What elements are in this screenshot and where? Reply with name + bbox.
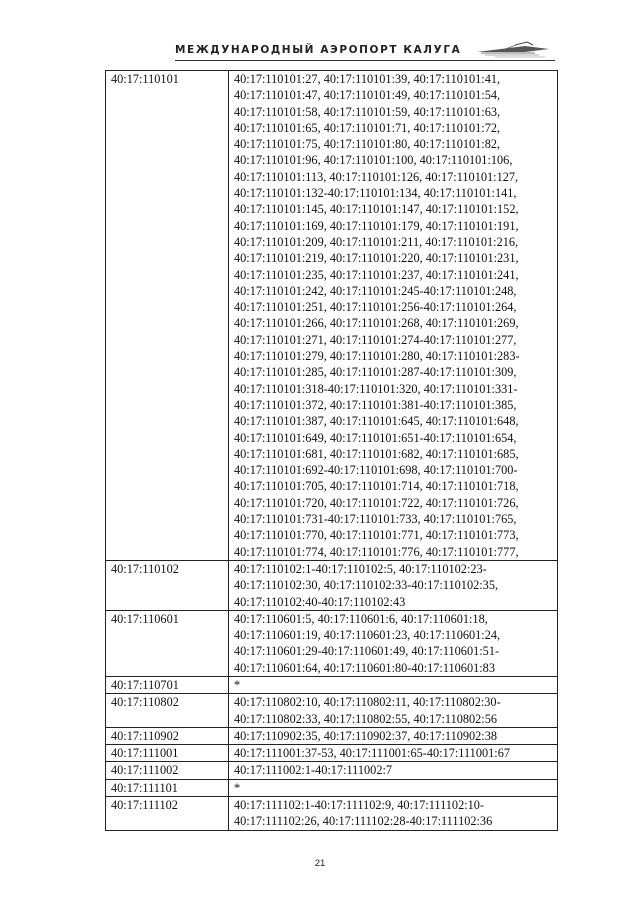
cadastral-table-body <box>106 71 558 831</box>
cadastral-quarter-cell: 40:17:110902 <box>106 727 229 744</box>
parcel-line: 40:17:110101:774, 40:17:110101:776, 40:17:110101:777, <box>234 544 519 559</box>
cadastral-table <box>105 70 558 831</box>
header-title: МЕЖДУНАРОДНЫЙ АЭРОПОРТ КАЛУГА <box>175 44 462 56</box>
cadastral-parcels-cell <box>229 71 558 561</box>
cadastral-parcels-cell <box>229 560 558 610</box>
parcel-line: 40:17:110101:681, 40:17:110101:682, 40:17:110101:685, <box>234 446 519 461</box>
parcel-line: 40:17:110101:113, 40:17:110101:126, 40:17:110101:127, <box>234 169 519 184</box>
parcel-line: 40:17:110102:40-40:17:110102:43 <box>234 594 406 609</box>
cadastral-parcels-cell <box>229 727 558 744</box>
parcel-line: 40:17:110902:35, 40:17:110902:37, 40:17:110902:38 <box>234 728 498 743</box>
cadastral-parcels-cell <box>229 797 558 831</box>
cadastral-parcels-cell <box>229 745 558 762</box>
parcel-line: 40:17:110101:169, 40:17:110101:179, 40:17:110101:191, <box>234 218 519 233</box>
cadastral-quarter-cell: 40:17:111001 <box>106 745 229 762</box>
parcel-line: 40:17:110101:219, 40:17:110101:220, 40:17:110101:231, <box>234 251 519 266</box>
parcel-line: 40:17:110101:235, 40:17:110101:237, 40:17:110101:241, <box>234 267 519 282</box>
parcel-line: 40:17:110802:10, 40:17:110802:11, 40:17:110802:30- <box>234 695 501 710</box>
table-row <box>106 676 558 693</box>
table-row <box>106 610 558 676</box>
parcel-line: 40:17:110101:271, 40:17:110101:274-40:17:110101:277, <box>234 332 517 347</box>
cadastral-quarter-cell: 40:17:110802 <box>106 694 229 728</box>
table-row <box>106 745 558 762</box>
parcel-line: 40:17:110101:387, 40:17:110101:645, 40:17:110101:648, <box>234 414 519 429</box>
cadastral-parcels-cell <box>229 694 558 728</box>
parcel-line: 40:17:110101:209, 40:17:110101:211, 40:17:110101:216, <box>234 234 519 249</box>
parcel-line: 40:17:110101:285, 40:17:110101:287-40:17:110101:309, <box>234 365 517 380</box>
parcel-line: 40:17:110101:242, 40:17:110101:245-40:17:110101:248, <box>234 283 517 298</box>
parcel-line: 40:17:110601:64, 40:17:110601:80-40:17:110601:83 <box>234 660 495 675</box>
parcel-line: 40:17:111002:1-40:17:111002:7 <box>234 763 393 778</box>
parcel-line: 40:17:111001:37-53, 40:17:111001:65-40:17:111001:67 <box>234 746 510 761</box>
parcel-line: * <box>234 780 241 795</box>
parcel-line: 40:17:110101:96, 40:17:110101:100, 40:17:110101:106, <box>234 153 513 168</box>
parcel-line: 40:17:110601:29-40:17:110601:49, 40:17:110601:51- <box>234 644 500 659</box>
parcel-line: 40:17:110802:33, 40:17:110802:55, 40:17:110802:56 <box>234 711 498 726</box>
parcel-line: 40:17:111102:1-40:17:111102:9, 40:17:111102:10- <box>234 798 485 813</box>
table-row <box>106 797 558 831</box>
table-row <box>106 71 558 561</box>
parcel-line: 40:17:110101:145, 40:17:110101:147, 40:17:110101:152, <box>234 202 519 217</box>
cadastral-quarter-cell: 40:17:111002 <box>106 762 229 779</box>
cadastral-quarter-cell: 40:17:111102 <box>106 797 229 831</box>
parcel-line: 40:17:110101:279, 40:17:110101:280, 40:17:110101:283- <box>234 349 520 364</box>
cadastral-quarter-cell: 40:17:110601 <box>106 610 229 676</box>
parcel-line: 40:17:110101:649, 40:17:110101:651-40:17:110101:654, <box>234 430 517 445</box>
document-header <box>175 40 555 62</box>
parcel-line: 40:17:110101:731-40:17:110101:733, 40:17:110101:765, <box>234 512 517 527</box>
parcel-line: 40:17:110101:251, 40:17:110101:256-40:17:110101:264, <box>234 300 517 315</box>
parcel-line: 40:17:110101:58, 40:17:110101:59, 40:17:110101:63, <box>234 104 501 119</box>
cadastral-quarter-cell: 40:17:110701 <box>106 676 229 693</box>
parcel-line: * <box>234 677 241 692</box>
parcel-line: 40:17:110101:705, 40:17:110101:714, 40:17:110101:718, <box>234 479 519 494</box>
cadastral-quarter-cell: 40:17:110101 <box>106 71 229 561</box>
table-row <box>106 727 558 744</box>
cadastral-parcels-cell <box>229 779 558 796</box>
page-number: 21 <box>314 858 326 869</box>
table-row <box>106 560 558 610</box>
parcel-line: 40:17:111102:26, 40:17:111102:28-40:17:111102:36 <box>234 814 493 829</box>
parcel-line: 40:17:110101:692-40:17:110101:698, 40:17:110101:700- <box>234 463 518 478</box>
table-row <box>106 779 558 796</box>
airport-logo-icon <box>475 40 551 60</box>
cadastral-quarter-cell: 40:17:111101 <box>106 779 229 796</box>
parcel-line: 40:17:110101:75, 40:17:110101:80, 40:17:110101:82, <box>234 137 501 152</box>
header-rule <box>175 60 555 61</box>
table-row <box>106 762 558 779</box>
parcel-line: 40:17:110102:30, 40:17:110102:33-40:17:110102:35, <box>234 578 499 593</box>
cadastral-parcels-cell <box>229 676 558 693</box>
cadastral-parcels-cell <box>229 762 558 779</box>
parcel-line: 40:17:110101:720, 40:17:110101:722, 40:17:110101:726, <box>234 495 519 510</box>
parcel-line: 40:17:110101:47, 40:17:110101:49, 40:17:110101:54, <box>234 88 501 103</box>
parcel-line: 40:17:110101:266, 40:17:110101:268, 40:17:110101:269, <box>234 316 519 331</box>
parcel-line: 40:17:110101:372, 40:17:110101:381-40:17:110101:385, <box>234 397 517 412</box>
cadastral-quarter-cell: 40:17:110102 <box>106 560 229 610</box>
parcel-line: 40:17:110101:770, 40:17:110101:771, 40:17:110101:773, <box>234 528 519 543</box>
parcel-line: 40:17:110101:132-40:17:110101:134, 40:17:110101:141, <box>234 186 517 201</box>
table-row <box>106 694 558 728</box>
parcel-line: 40:17:110101:27, 40:17:110101:39, 40:17:110101:41, <box>234 72 501 86</box>
parcel-line: 40:17:110601:19, 40:17:110601:23, 40:17:110601:24, <box>234 628 501 643</box>
cadastral-parcels-cell <box>229 610 558 676</box>
parcel-line: 40:17:110101:65, 40:17:110101:71, 40:17:110101:72, <box>234 120 501 135</box>
parcel-line: 40:17:110102:1-40:17:110102:5, 40:17:110102:23- <box>234 561 487 576</box>
parcel-line: 40:17:110101:318-40:17:110101:320, 40:17:110101:331- <box>234 381 518 396</box>
parcel-line: 40:17:110601:5, 40:17:110601:6, 40:17:110601:18, <box>234 611 488 626</box>
